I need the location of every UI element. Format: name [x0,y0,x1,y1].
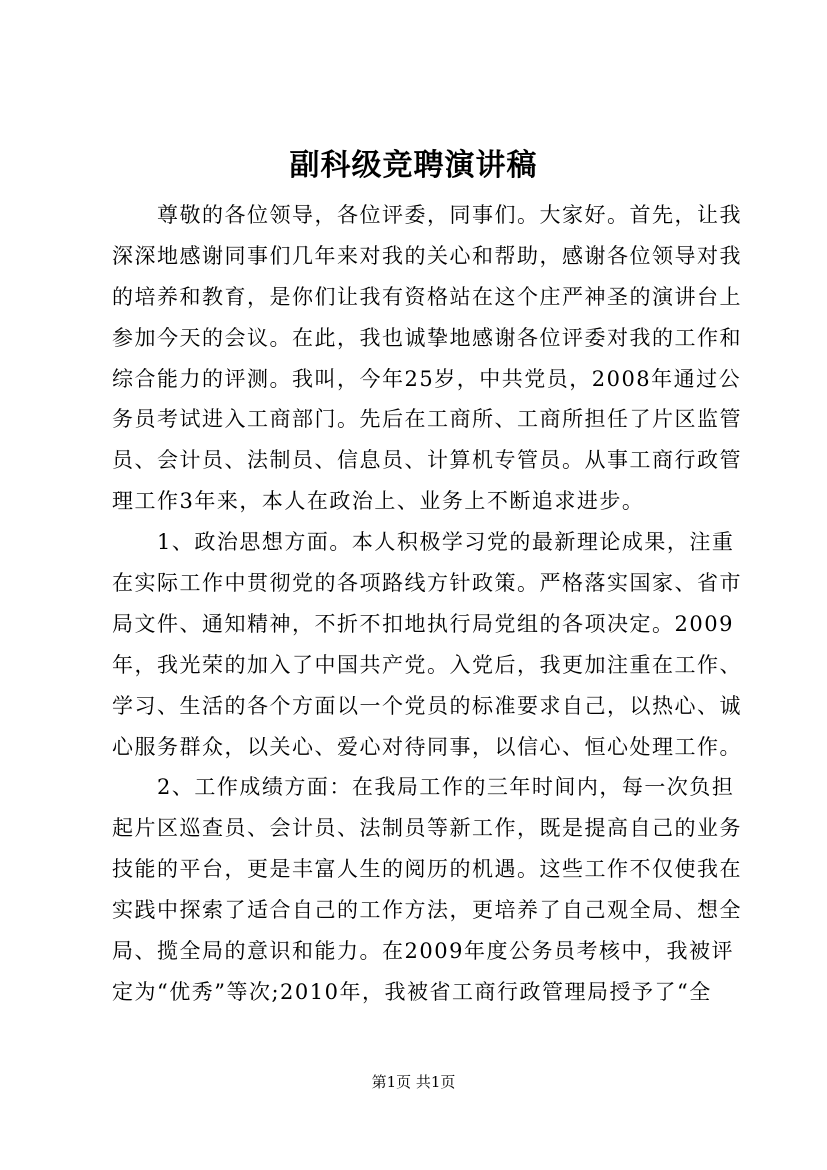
body-line: 的培养和教育，是你们让我有资格站在这个庄严神圣的演讲台上 [112,284,742,309]
page-footer: 第1页 共1页 [371,1073,456,1091]
body-line: 深深地感谢同事们几年来对我的关心和帮助，感谢各位领导对我 [112,243,742,268]
body-line: 局、揽全局的意识和能力。在2009年度公务员考核中，我被评 [112,939,734,964]
document-body [112,195,752,1013]
body-line: 1、政治思想方面。本人积极学习党的最新理论成果，注重 [112,530,735,555]
body-line: 年，我光荣的加入了中国共产党。入党后，我更加注重在工作、 [112,652,742,677]
body-line: 员、会计员、法制员、信息员、计算机专管员。从事工商行政管 [112,448,742,473]
body-line: 务员考试进入工商部门。先后在工商所、工商所担任了片区监管 [112,407,742,432]
body-line: 学习、生活的各个方面以一个党员的标准要求自己，以热心、诚 [112,693,742,718]
body-line: 起片区巡查员、会计员、法制员等新工作，既是提高自己的业务 [112,816,742,841]
body-line: 参加今天的会议。在此，我也诚挚地感谢各位评委对我的工作和 [112,325,742,350]
document-title: 副科级竞聘演讲稿 [289,148,538,183]
body-line: 局文件、通知精神，不折不扣地执行局党组的各项决定。2009 [112,611,734,636]
body-line: 2、工作成绩方面：在我局工作的三年时间内，每一次负担 [112,775,735,800]
body-line: 理工作3年来，本人在政治上、业务上不断追求进步。 [112,489,645,514]
body-line: 技能的平台，更是丰富人生的阅历的机遇。这些工作不仅使我在 [112,857,742,882]
body-line: 综合能力的评测。我叫，今年25岁，中共党员，2008年通过公 [112,366,742,391]
body-line: 实践中探索了适合自己的工作方法，更培养了自己观全局、想全 [112,898,742,923]
body-line: 定为“优秀”等次;2010年，我被省工商行政管理局授予了“全 [112,979,712,1004]
body-line: 在实际工作中贯彻党的各项路线方针政策。严格落实国家、省市 [112,571,742,596]
body-line: 尊敬的各位领导，各位评委，同事们。大家好。首先，让我 [112,203,742,227]
body-line: 心服务群众，以关心、爱心对待同事，以信心、恒心处理工作。 [112,734,742,759]
